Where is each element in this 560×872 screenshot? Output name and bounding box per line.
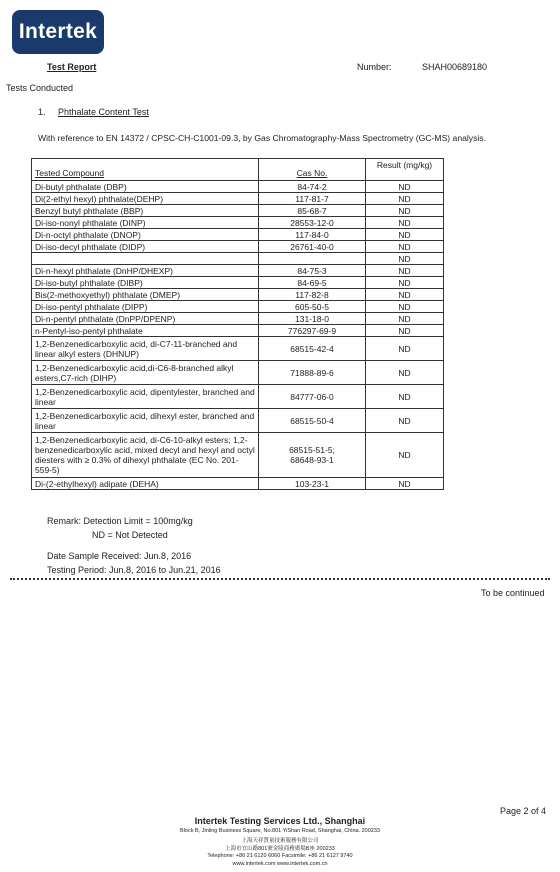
cas-header: Cas No. (259, 159, 366, 181)
cas-cell: 84-74-2 (259, 181, 366, 193)
compound-cell (32, 253, 259, 265)
table-row (32, 229, 444, 241)
table-row (32, 433, 444, 478)
cas-cell: 84-69-5 (259, 277, 366, 289)
cas-cell: 776297-69-9 (259, 325, 366, 337)
footer-company: Intertek Testing Services Ltd., Shanghai (194, 816, 366, 826)
result-cell: ND (366, 229, 444, 241)
compound-cell: Di-n-pentyl phthalate (DnPP/DPENP) (32, 313, 259, 325)
date-sample-received: Date Sample Received: Jun.8, 2016 (47, 551, 192, 561)
dotted-divider (10, 578, 550, 580)
table-row (32, 205, 444, 217)
cas-cell: 605-50-5 (259, 301, 366, 313)
result-cell: ND (366, 478, 444, 490)
cas-cell: 68515-42-4 (259, 337, 366, 361)
to-be-continued: To be continued (481, 588, 545, 598)
section-number: 1. (38, 107, 46, 117)
result-cell: ND (366, 385, 444, 409)
compound-cell: Di(2-ethyl hexyl) phthalate(DEHP) (32, 193, 259, 205)
cas-cell: 68515-50-4 (259, 409, 366, 433)
compound-cell: 1,2-Benzenedicarboxylic acid, di-C6-10-alkyl esters; 1,2-benzenedicarboxylic acid, mixed decyl and hexyl and octyl diesters with ≥ 0.3% of dihexyl phthalate (EC No. 201-559-5) (32, 433, 259, 478)
table-row (32, 409, 444, 433)
table-row (32, 217, 444, 229)
compound-cell: Di-n-hexyl phthalate (DnHP/DHEXP) (32, 265, 259, 277)
compound-cell: Di-n-octyl phthalate (DNOP) (32, 229, 259, 241)
table-header-row (32, 159, 444, 181)
compound-cell: n-Pentyl-iso-pentyl phthalate (32, 325, 259, 337)
report-number: SHAH00689180 (422, 62, 488, 72)
cas-cell: 117-81-7 (259, 193, 366, 205)
result-cell: ND (366, 181, 444, 193)
footer-phones: Telephone: +86 21 6120 6060 Facsimile: +86 21 6127 9740 (207, 853, 353, 859)
compound-cell: 1,2-Benzenedicarboxylic acid, di-C7-11-branched and linear alkyl esters (DHNUP) (32, 337, 259, 361)
compound-cell: Di-iso-decyl phthalate (DIDP) (32, 241, 259, 253)
table-row (32, 337, 444, 361)
cas-cell: 28553-12-0 (259, 217, 366, 229)
compound-cell: Di-iso-butyl phthalate (DIBP) (32, 277, 259, 289)
result-cell: ND (366, 433, 444, 478)
cas-cell (259, 253, 366, 265)
result-cell: ND (366, 337, 444, 361)
result-header: Result (mg/kg) (366, 159, 444, 181)
result-cell: ND (366, 277, 444, 289)
cas-cell (259, 433, 366, 478)
footer-website: www.intertek.com www.intertek.com.cn (232, 861, 328, 867)
method-reference: With reference to EN 14372 / CPSC-CH-C1001-09.3, by Gas Chromatography-Mass Spectrometry (GC-MS) analysis. (38, 133, 486, 143)
compound-cell: Di-butyl phthalate (DBP) (32, 181, 259, 193)
result-cell: ND (366, 361, 444, 385)
cas-cell: 103-23-1 (259, 478, 366, 490)
result-cell: ND (366, 253, 444, 265)
table-row (32, 385, 444, 409)
report-title: Test Report (47, 62, 97, 72)
result-cell: ND (366, 205, 444, 217)
result-cell: ND (366, 265, 444, 277)
footer-company-cn: 上海天祥質量技術服務有限公司 (241, 838, 319, 844)
page-number: Page 2 of 4 (500, 806, 547, 816)
table-row (32, 289, 444, 301)
cas-value-2: 68648-93-1 (290, 455, 334, 465)
footer-address-en: Block B, Jinling Business Square, No.801 YiShan Road, Shanghai, China. 200233 (180, 828, 380, 834)
cas-cell: 84777-06-0 (259, 385, 366, 409)
table-row (32, 313, 444, 325)
cas-cell: 117-82-8 (259, 289, 366, 301)
intertek-logo: Intertek (12, 10, 104, 54)
cas-cell: 71888-89-6 (259, 361, 366, 385)
table-row (32, 193, 444, 205)
table-row (32, 301, 444, 313)
phthalate-results-table (31, 158, 444, 490)
compound-cell: 1,2-Benzenedicarboxylic acid, dihexyl ester, branched and linear (32, 409, 259, 433)
result-cell: ND (366, 325, 444, 337)
compound-cell: 1,2-Benzenedicarboxylic acid,di-C6-8-branched alkyl esters,C7-rich (DIHP) (32, 361, 259, 385)
testing-period: Testing Period: Jun.8, 2016 to Jun.21, 2016 (47, 565, 221, 575)
remark-detection-limit: Remark: Detection Limit = 100mg/kg (47, 516, 193, 526)
result-cell: ND (366, 409, 444, 433)
cas-cell: 131-18-0 (259, 313, 366, 325)
table-row (32, 241, 444, 253)
table-row (32, 265, 444, 277)
compound-cell: Di-iso-nonyl phthalate (DINP) (32, 217, 259, 229)
result-cell: ND (366, 301, 444, 313)
compound-cell: Benzyl butyl phthalate (BBP) (32, 205, 259, 217)
compound-cell: Bis(2-methoxyethyl) phthalate (DMEP) (32, 289, 259, 301)
result-cell: ND (366, 193, 444, 205)
section-title: Phthalate Content Test (58, 107, 149, 117)
table-row (32, 361, 444, 385)
compound-cell: 1,2-Benzenedicarboxylic acid, dipentylester, branched and linear (32, 385, 259, 409)
cas-cell: 85-68-7 (259, 205, 366, 217)
result-cell: ND (366, 241, 444, 253)
footer-address-cn: 上海市宜山路801號金陵商務廣場B座 200233 (225, 846, 335, 852)
result-cell: ND (366, 289, 444, 301)
cas-cell: 117-84-0 (259, 229, 366, 241)
table-row-empty (32, 253, 444, 265)
cas-cell: 26761-40-0 (259, 241, 366, 253)
table-row (32, 181, 444, 193)
cas-cell: 84-75-3 (259, 265, 366, 277)
table-row (32, 478, 444, 490)
compound-cell: Di-iso-pentyl phthalate (DIPP) (32, 301, 259, 313)
result-cell: ND (366, 217, 444, 229)
remark-nd-definition: ND = Not Detected (92, 530, 168, 540)
report-number-label: Number: (357, 62, 392, 72)
compound-cell: Di-(2-ethylhexyl) adipate (DEHA) (32, 478, 259, 490)
tests-conducted-heading: Tests Conducted (6, 83, 74, 93)
table-row (32, 325, 444, 337)
result-cell: ND (366, 313, 444, 325)
cas-value-1: 68515-51-5; (289, 445, 335, 455)
compound-header: Tested Compound (32, 159, 259, 181)
table-row (32, 277, 444, 289)
